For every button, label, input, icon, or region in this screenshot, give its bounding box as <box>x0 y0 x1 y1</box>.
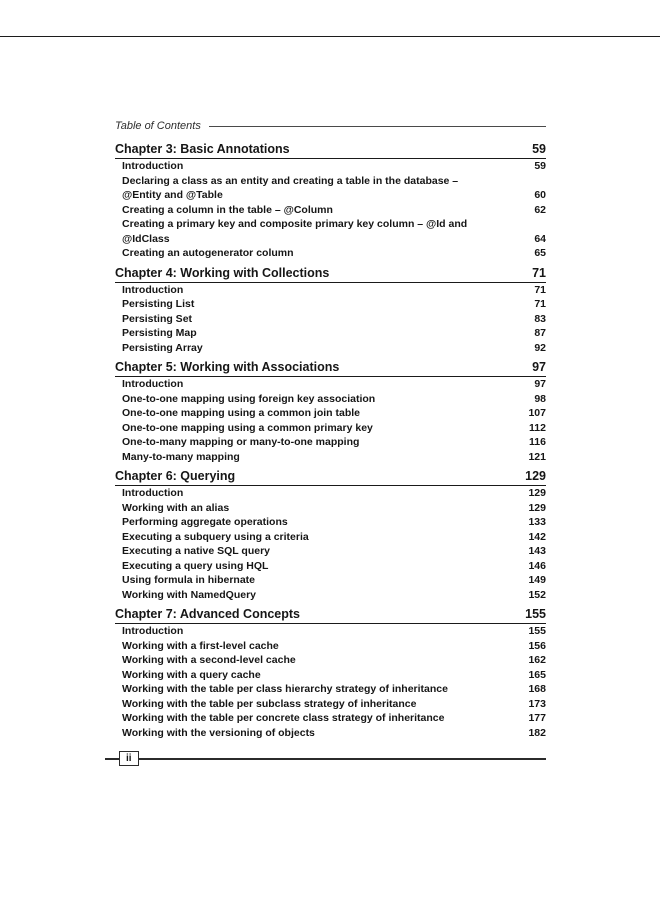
toc-entry-title: Working with a first-level cache <box>122 639 279 652</box>
toc-entry-page: 62 <box>534 203 546 216</box>
toc-chapter-title: Chapter 7: Advanced Concepts <box>115 607 300 621</box>
toc-entry <box>115 668 546 683</box>
toc-entry <box>115 435 546 450</box>
footer-rule-right <box>139 758 546 760</box>
toc-chapter-heading <box>115 141 546 159</box>
toc-entry <box>115 312 546 327</box>
toc-entry-page: 65 <box>534 247 546 259</box>
toc-entry <box>115 392 546 407</box>
toc-list <box>115 141 546 740</box>
toc-entry-title: Working with the table per class hierarchy strategy of inheritance <box>122 683 448 695</box>
toc-entry <box>115 486 546 501</box>
toc-entry-title: Working with a second-level cache <box>122 654 296 666</box>
toc-entry <box>115 682 546 697</box>
toc-entry-page: 156 <box>528 639 546 652</box>
toc-chapter-section <box>115 359 546 464</box>
toc-entry-page: 146 <box>528 559 546 572</box>
toc-entry-title: Executing a subquery using a criteria <box>122 530 309 543</box>
toc-entry-title: Introduction <box>122 625 184 637</box>
toc-chapter-title: Chapter 4: Working with Collections <box>115 265 330 280</box>
toc-entry-page: 133 <box>528 516 546 528</box>
toc-entry <box>115 559 546 574</box>
toc-entry-page: 129 <box>528 501 546 514</box>
toc-chapter-heading <box>115 265 546 283</box>
toc-entry-title: Using formula in hibernate <box>122 574 256 586</box>
toc-entry-page: 98 <box>534 392 546 405</box>
toc-entry-page: 173 <box>528 697 546 710</box>
toc-entry-page: 143 <box>528 545 546 557</box>
toc-entry-title: Working with the versioning of objects <box>122 726 315 739</box>
toc-entry-page: 92 <box>534 341 546 354</box>
toc-entry-title: Creating a primary key and composite primary key column – @Id and @IdClass <box>122 218 468 245</box>
toc-entry-title: One-to-many mapping or many-to-one mapping <box>122 436 360 448</box>
toc-entry-title: Introduction <box>122 487 184 499</box>
page-top-rule <box>0 36 660 37</box>
toc-entry <box>115 653 546 668</box>
toc-entry <box>115 246 546 261</box>
toc-entry-title: Persisting Array <box>122 341 203 354</box>
toc-entry <box>115 624 546 639</box>
toc-entry-title: One-to-one mapping using a common join table <box>122 407 361 419</box>
toc-entry-title: Many-to-many mapping <box>122 450 240 463</box>
toc-entry-title: Executing a query using HQL <box>122 559 269 572</box>
toc-entry <box>115 406 546 421</box>
toc-entry <box>115 421 546 436</box>
toc-entry-page: 112 <box>529 421 546 434</box>
toc-entry <box>115 297 546 312</box>
toc-entry <box>115 544 546 559</box>
toc-entry-title: One-to-one mapping using a common primary key <box>122 421 373 434</box>
toc-entry-page: 87 <box>534 327 546 339</box>
toc-entry-title: Creating an autogenerator column <box>122 247 294 259</box>
toc-entry <box>115 726 546 741</box>
toc-chapter-page: 71 <box>532 265 546 280</box>
toc-chapter-section <box>115 606 546 740</box>
toc-entry <box>115 697 546 712</box>
toc-entry-page: 83 <box>534 312 546 325</box>
footer-rule-left <box>105 758 119 760</box>
toc-chapter-heading <box>115 468 546 486</box>
toc-entry <box>115 450 546 465</box>
toc-entry <box>115 159 546 174</box>
toc-chapter-heading <box>115 359 546 377</box>
toc-entry-page: 116 <box>529 436 546 448</box>
toc-chapter-section <box>115 265 546 356</box>
toc-entry-title: Working with an alias <box>122 501 230 514</box>
toc-entry-title: Introduction <box>122 283 184 296</box>
toc-entry-page: 107 <box>528 407 546 419</box>
toc-entry <box>115 573 546 588</box>
toc-entry <box>115 341 546 356</box>
toc-chapter-title: Chapter 3: Basic Annotations <box>115 142 290 156</box>
toc-header <box>115 120 546 132</box>
toc-entry-title: Working with a query cache <box>122 668 261 681</box>
toc-entry-title: Working with NamedQuery <box>122 588 256 601</box>
toc-entry-page: 60 <box>534 189 546 201</box>
page-footer <box>105 751 546 766</box>
toc-entry-page: 177 <box>528 712 546 724</box>
toc-entry-page: 152 <box>528 588 546 601</box>
toc-chapter-page: 129 <box>525 469 546 483</box>
toc-entry-title: One-to-one mapping using foreign key association <box>122 392 376 405</box>
toc-entry-page: 71 <box>534 283 546 296</box>
toc-entry-title: Working with the table per concrete class strategy of inheritance <box>122 712 445 724</box>
toc-entry-page: 165 <box>528 668 546 681</box>
footer-page-number-box <box>119 751 139 766</box>
toc-chapter-heading <box>115 606 546 624</box>
toc-entry-title: Persisting List <box>122 298 195 310</box>
toc-entry-title: Performing aggregate operations <box>122 516 288 528</box>
toc-chapter-page: 59 <box>532 142 546 156</box>
toc-entry-title: Declaring a class as an entity and creating a table in the database – @Entity and @Table <box>122 174 459 201</box>
toc-entry-title: Introduction <box>122 160 184 172</box>
toc-entry <box>115 501 546 516</box>
toc-chapter-section <box>115 141 546 261</box>
toc-entry-page: 97 <box>534 378 546 390</box>
toc-entry-title: Persisting Map <box>122 327 197 339</box>
toc-chapter-page: 155 <box>525 607 546 621</box>
toc-entry-title: Creating a column in the table – @Column <box>122 203 333 216</box>
toc-entry-page: 155 <box>528 625 546 637</box>
toc-header-rule <box>209 126 546 127</box>
toc-entry <box>115 326 546 341</box>
toc-entry-page: 64 <box>534 232 546 245</box>
toc-entry <box>115 377 546 392</box>
toc-entry <box>115 639 546 654</box>
toc-entry-page: 162 <box>528 654 546 666</box>
toc-entry-page: 182 <box>528 726 546 739</box>
toc-entry <box>115 530 546 545</box>
toc-entry <box>115 217 546 246</box>
toc-entry <box>115 588 546 603</box>
toc-entry <box>115 515 546 530</box>
footer-page-number: ii <box>126 753 132 764</box>
toc-entry-page: 129 <box>528 487 546 499</box>
toc-entry <box>115 174 546 203</box>
toc-entry-title: Executing a native SQL query <box>122 545 271 557</box>
toc-entry-page: 149 <box>528 574 546 586</box>
toc-entry-page: 142 <box>528 530 546 543</box>
toc-chapter-title: Chapter 5: Working with Associations <box>115 360 340 374</box>
toc-entry-title: Working with the table per subclass strategy of inheritance <box>122 697 417 710</box>
toc-entry-title: Persisting Set <box>122 312 193 325</box>
toc-entry <box>115 283 546 298</box>
toc-entry-page: 121 <box>528 450 546 463</box>
toc-entry-page: 71 <box>534 298 546 310</box>
toc-chapter-section <box>115 468 546 602</box>
toc-chapter-page: 97 <box>532 360 546 374</box>
toc-entry-title: Introduction <box>122 378 184 390</box>
toc-entry-page: 59 <box>534 160 546 172</box>
toc-content <box>115 120 546 740</box>
toc-entry <box>115 711 546 726</box>
toc-chapter-title: Chapter 6: Querying <box>115 469 236 483</box>
toc-entry <box>115 203 546 218</box>
toc-entry-page: 168 <box>528 683 546 695</box>
toc-header-label: Table of Contents <box>115 120 201 132</box>
